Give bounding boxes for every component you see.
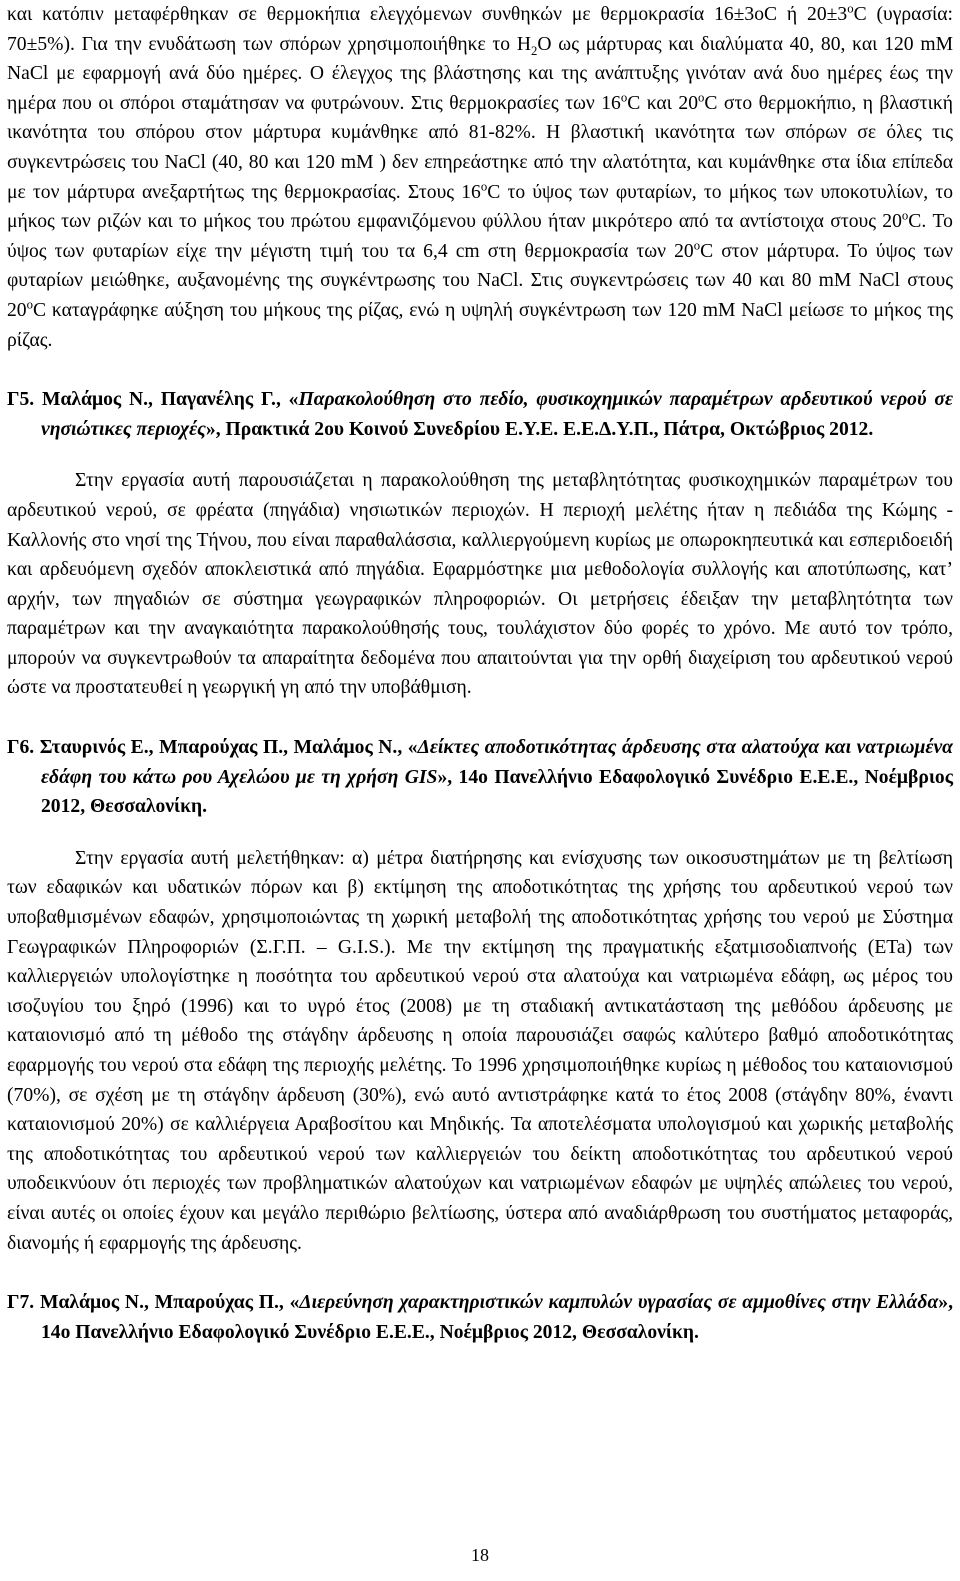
reference-g7: Γ7. Μαλάμος Ν., Μπαρούχας Π., «Διερεύνηση χαρακτηριστικών καμπυλών υγρασίας σε αμμοθίνες στην Ελλάδα», 14ο Πανελλήνιο Εδαφολογικό Συνέδριο Ε.Ε.Ε., Νοέμβριος 2012, Θεσσαλονίκη. xyxy=(7,1292,953,1343)
abstract-g6: Στην εργασία αυτή μελετήθηκαν: α) μέτρα διατήρησης και ενίσχυσης των οικοσυστημάτων με τη βελτίωση των εδαφικών και υδατικών πόρων και β) εκτίμηση της αποδοτικότητας της χρήσης του αρδευτικού νερού των υποβαθμισμένων εδαφών, χρησιμοποιώντας τη χωρική μεταβολή της αποδοτικότητας χρήσης του νερού με Σύστημα Γεωγραφικών Πληροφοριών (Σ.Γ.Π. – G.I.S.). Με την εκτίμηση της πραγματικής εξατμισοδιαπνοής (ETa) των καλλιεργειών υπολογίστηκε η ποσότητα του αρδευτικού νερού στα αλατούχα και νατριωμένα εδάφη, ως μέρος του ισοζυγίου του ξηρό (1996) και το υγρό έτος (2008) με τη σταδιακή αντικατάσταση της μεθόδου άρδευσης με καταιονισμό από τη μέθοδο της στάγδην άρδευσης η οποία παρουσιάζει σαφώς καλύτερο βαθμό αποδοτικότητας εφαρμογής του νερού στα εδάφη της περιοχής μελέτης. Το 1996 χρησιμοποιήθηκε κυρίως η μέθοδος του καταιονισμού (70%), σε σχέση με τη στάγδην άρδευση (30%), ενώ αυτό αντιστράφηκε κατά το έτος 2008 (στάγδην 80%, έναντι καταιονισμού 20%) σε καλλιέργεια Αραβοσίτου και Μηδικής. Τα αποτελέσματα υπολογισμού και χωρικής μεταβολής της αποδοτικότητας του αρδευτικού νερού των καλλιεργειών του δείκτη αποδοτικότητας του αρδευτικού νερού υποδεικνύουν ότι περιοχές των προβληματικών αλατούχων και νατριωμένων εδαφών με υψηλές απώλειες του νερού, είναι αυτές οι οποίες έχουν και μεγάλο περιθώριο βελτίωσης, ύστερα από αναδιάρθρωση του συστήματος μεταφοράς, διανομής ή εφαρμογής της άρδευσης. xyxy=(7,847,953,1254)
abstract-g5: Στην εργασία αυτή παρουσιάζεται η παρακολούθηση της μεταβλητότητας φυσικοχημικών παραμέτρων του αρδευτικού νερού, σε φρέατα (πηγάδια) νησιωτικών περιοχών. Η περιοχή μελέτης ήταν η πεδιάδα της Κώμης - Καλλονής στο νησί της Τήνου, που είναι παραθαλάσσια, καλλιεργούμενη κυρίως με οπωροκηπευτικά και εσπεριδοειδή και αρδευόμενη σχεδόν αποκλειστικά από πηγάδια. Εφαρμόστηκε μια μεθοδολογία συλλογής και αποτύπωσης, κατ’ αρχήν, των πηγαδιών σε σύστημα γεωγραφικών πληροφοριών. Οι μετρήσεις έδειξαν την μεταβλητότητα των παραμέτρων και την αναγκαιότητα παρακολούθησής τους, τουλάχιστον δύο φορές το χρόνο. Με αυτό τον τρόπο, μπορούν να συγκεντρωθούν τα απαραίτητα δεδομένα που απαιτούνται για την ορθή διαχείριση του αρδευτικού νερού ώστε να προστατευθεί η γεωργική γη από την υποβάθμιση. xyxy=(7,470,953,699)
intro-paragraph: και κατόπιν μεταφέρθηκαν σε θερμοκήπια ελεγχόμενων συνθηκών με θερμοκρασία 16±3oC ή $20\pm 3^oC$ (υγρασία: 70±5%). Για την ενυδάτωση των σπόρων χρησιμοποιήθηκε το $H_2O$ ως μάρτυρας και διαλύματα 40, 80, και 120 mM NaCl με εφαρμογή ανά δύο ημέρες. Ο έλεγχος της βλάστησης και της ανάπτυξης γινόταν ανά δυο ημέρες έως την ημέρα που οι σπόροι σταμάτησαν να φυτρώνουν. Στις θερμοκρασίες των 16$^o$C και 20$^o$C στο θερμοκήπιο, η βλαστική ικανότητα του σπόρου στον μάρτυρα κυμάνθηκε από 81-82%. Η βλαστική ικανότητα των σπόρων σε όλες τις συγκεντρώσεις του NaCl (40, 80 και 120 mM ) δεν επηρεάστηκε από την αλατότητα, και κυμάνθηκε στα ίδια επίπεδα με τον μάρτυρα ανεξαρτήτως της θερμοκρασίας. Στους 16$^o$C το ύψος των φυταρίων, το μήκος των υποκοτυλίων, το μήκος των ριζών και το μήκος του πρώτου εμφανιζόμενου φύλλου ήταν μικρότερο από τα αντίστοιχα στους 20$^o$C. Το ύψος των φυταρίων είχε την μέγιστη τιμή του τα 6,4 cm στη θερμοκρασία των 20$^o$C στον μάρτυρα. Το ύψος των φυταρίων μειώθηκε, αυξανομένης της συγκέντρωσης του NaCl. Στις συγκεντρώσεις των 40 και 80 mM NaCl στους 20$^o$C καταγράφηκε αύξηση του μήκους της ρίζας, ενώ η υψηλή συγκέντρωση των 120 mM NaCl μείωσε το μήκος της ρίζας. xyxy=(7,1,953,351)
reference-g5: Γ5. Μαλάμος Ν., Παγανέλης Γ., «Παρακολούθηση στο πεδίο, φυσικοχημικών παραμέτρων αρδευτικού νερού σε νησιώτικες περιοχές», Πρακτικά 2ου Κοινού Συνεδρίου Ε.Υ.Ε. Ε.Ε.Δ.Υ.Π., Πάτρα, Οκτώβριος 2012. xyxy=(7,389,953,440)
reference-g7-title: Διερεύνηση χαρακτηριστικών καμπυλών υγρασίας σε αμμοθίνες στην Ελλάδα xyxy=(299,1292,939,1314)
page-number: 18 xyxy=(471,1545,489,1565)
reference-g6: Γ6. Σταυρινός Ε., Μπαρούχας Π., Μαλάμος Ν., «Δείκτες αποδοτικότητας άρδευσης στα αλατούχα και νατριωμένα εδάφη του κάτω ρου Αχελώου με τη χρήση GIS», 14ο Πανελλήνιο Εδαφολογικό Συνέδριο Ε.Ε.Ε., Νοέμβριος 2012, Θεσσαλονίκη. xyxy=(7,737,953,818)
reference-g6-title: Δείκτες αποδοτικότητας άρδευσης στα αλατούχα και νατριωμένα εδάφη του κάτω ρου Αχελώου με τη χρήση GIS xyxy=(41,737,953,788)
reference-g5-title: Παρακολούθηση στο πεδίο, φυσικοχημικών παραμέτρων αρδευτικού νερού σε νησιώτικες περιοχές xyxy=(41,389,953,440)
document-page xyxy=(7,0,953,1347)
